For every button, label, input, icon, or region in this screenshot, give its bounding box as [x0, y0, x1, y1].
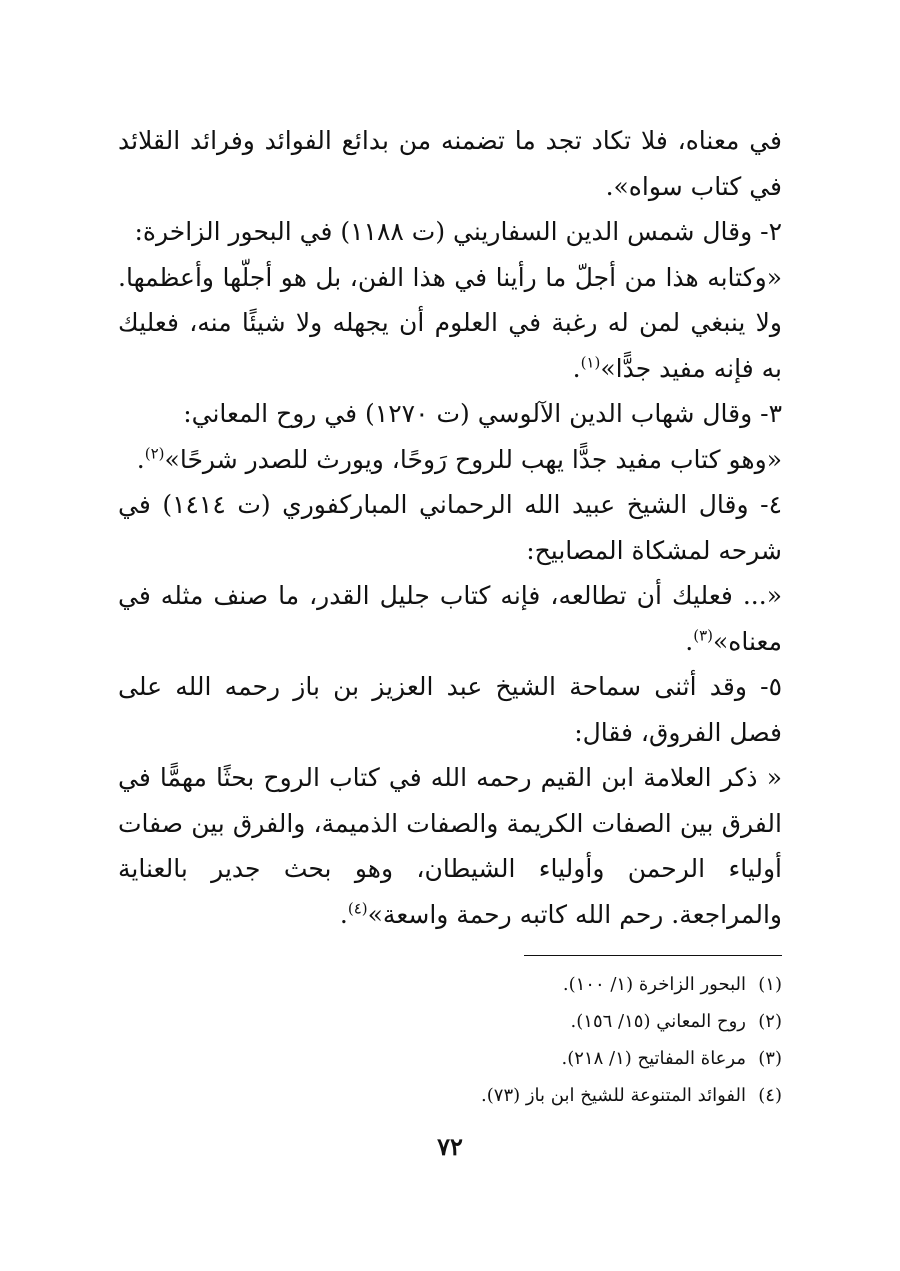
footnote-ref-1[interactable]: (١)	[580, 353, 601, 372]
paragraph-mubarakfuri-intro: ٤- وقال الشيخ عبيد الله الرحماني المباركفوري (ت ١٤١٤) في شرحه لمشكاة المصابيح:	[118, 490, 782, 565]
footnote-divider	[524, 955, 782, 956]
footnote-number: (٤)	[758, 1085, 782, 1106]
paragraph-safarini-quote: «وكتابه هذا من أجلّ ما رأينا في هذا الفن، بل هو أجلّها وأعظمها. ولا ينبغي لمن له رغبة في العلوم أن يجهله ولا شيئًا منه، فعليك به فإنه مفيد جدًّا»$^{(١)}$.	[118, 262, 782, 383]
footnote-3	[118, 1040, 782, 1077]
footnote-text: مرعاة المفاتيح (١/ ٢١٨).	[561, 1048, 746, 1069]
paragraph-ibn-baz-intro: ٥- وقد أثنى سماحة الشيخ عبد العزيز بن باز رحمه الله على فصل الفروق، فقال:	[118, 672, 782, 747]
footnote-text: الفوائد المتنوعة للشيخ ابن باز (٧٣).	[481, 1085, 746, 1106]
footnote-ref-3[interactable]: (٣)	[693, 626, 713, 645]
footnote-4	[118, 1077, 782, 1114]
paragraph-alusi-intro: ٣- وقال شهاب الدين الآلوسي (ت ١٢٧٠) في روح المعاني:	[183, 399, 782, 428]
page-number: ٧٢	[437, 1132, 463, 1161]
footnote-number: (٢)	[758, 1011, 782, 1032]
body-text	[118, 118, 782, 937]
footnote-text: البحور الزاخرة (١/ ١٠٠).	[562, 974, 746, 995]
paragraph-alusi-quote: «وهو كتاب مفيد جدًّا يهب للروح رَوحًا، ويورث للصدر شرحًا»$^{(٢)}$.	[136, 444, 782, 474]
footnote-ref-2[interactable]: (٢)	[144, 444, 165, 463]
footnote-number: (١)	[758, 974, 782, 995]
paragraph-mubarakfuri-quote: «... فعليك أن تطالعه، فإنه كتاب جليل القدر، ما صنف مثله في معناه»$^{(٣)}$.	[118, 581, 782, 656]
footnote-text: روح المعاني (١٥/ ١٥٦).	[570, 1011, 746, 1032]
paragraph-continuation: في معناه، فلا تكاد تجد ما تضمنه من بدائع الفوائد وفرائد القلائد في كتاب سواه».	[118, 126, 782, 201]
footnote-1	[118, 966, 782, 1003]
footnote-2	[118, 1003, 782, 1040]
paragraph-safarini-intro: ٢- وقال شمس الدين السفاريني (ت ١١٨٨) في البحور الزاخرة:	[134, 217, 782, 246]
footnote-number: (٣)	[758, 1048, 782, 1069]
paragraph-ibn-baz-quote: « ذكر العلامة ابن القيم رحمه الله في كتاب الروح بحثًا مهمًّا في الفرق بين الصفات الكريمة والصفات الذميمة، والفرق بين صفات أولياء الرحمن وأولياء الشيطان، وهو بحث جدير بالعناية والمراجعة. رحم الله كاتبه رحمة واسعة»$^{(٤)}$.	[118, 763, 782, 929]
footnotes-list	[118, 966, 782, 1114]
footnote-ref-4[interactable]: (٤)	[347, 899, 368, 918]
